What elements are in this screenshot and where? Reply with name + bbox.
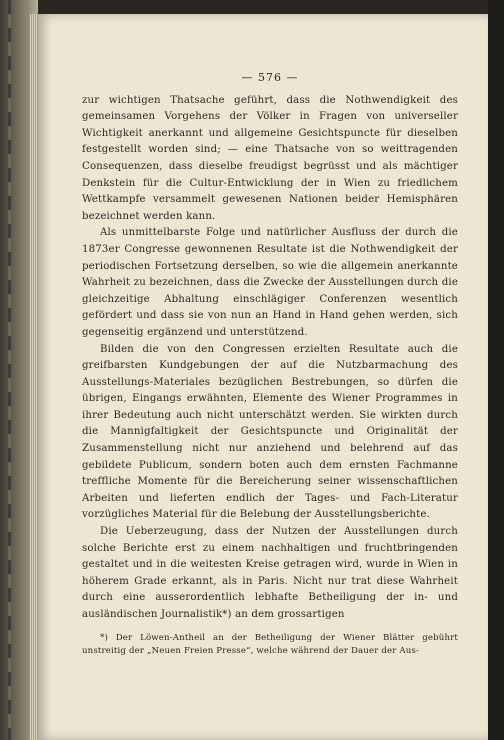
scan-top-border	[38, 0, 504, 14]
paragraph-1: zur wichtigen Thatsache geführt, dass die Nothwendigkeit des gemeinsamen Vorgehens der Völker in Fragen von universeller Wichtigkeit anerkannt und allgemeine Gesichtspuncte für dieselben festgestellt worden sind; — eine Thatsache von so weittragenden Consequenzen, dass dieselbe freudigst begrüsst und als mächtiger Denkstein für die Cultur-Entwicklung der in Wien zu friedlichem Wettkampfe versammelt gewesenen Nationen beider Hemisphären bezeichnet werden kann.	[82, 94, 458, 222]
paragraph-4: Die Ueberzeugung, dass der Nutzen der Ausstellungen durch solche Berichte erst zu einem nachhaltigen und fruchtbringenden gestaltet und in die weitesten Kreise getragen wird, wurde in Wien in höherem Grade erkannt, als in Paris. Nicht nur trat diese Wahrheit durch eine ausserordentlich lebhafte Betheiligung der in- und ausländischen Journalistik*) an dem grossartigen	[82, 526, 458, 620]
page-number: — 576 —	[241, 71, 299, 84]
page-text	[82, 70, 458, 667]
footnote: *) Der Löwen-Antheil an der Betheiligung der Wiener Blätter gebührt unstreitig der „Neuen Freien Presse“, welche während der Dauer der Aus-	[82, 632, 458, 657]
paragraph-2: Als unmittelbarste Folge und natürlicher Ausfluss der durch die 1873er Congresse gewonnenen Resultate ist die Nothwendigkeit der periodischen Fortsetzung derselben, so wie die allgemein anerkannte Wahrheit zu bezeichnen, dass die Zwecke der Ausstellungen durch die gleichzeitige Abhaltung einschlägiger Conferenzen wesentlich gefördert und dass sie von nun an Hand in Hand gehen werden, sich gegenseitig ergänzend und unterstützend.	[82, 227, 458, 338]
paragraph-3: Bilden die von den Congressen erzielten Resultate auch die greifbarsten Kundgebungen der auf die Nutzbarmachung des Ausstellungs-Materiales bezüglichen Bestrebungen, so dürfen die übrigen, Eingangs erwähnten, Elemente des Wiener Programmes in ihrer Bedeutung auch nicht unterschätzt werden. Sie wirkten durch die Mannigfaltigkeit der Gesichtspuncte und Originalität der Zusammenstellung nicht nur anziehend und belehrend auf das gebildete Publicum, sondern boten auch dem ernsten Fachmanne treffliche Momente für die Bereicherung seiner wissenschaftlichen Arbeiten und lieferten endlich der Tages- und Fach-Literatur vorzügliches Material für die Belebung der Ausstellungsberichte.	[82, 343, 458, 521]
scan-right-border	[488, 0, 504, 740]
